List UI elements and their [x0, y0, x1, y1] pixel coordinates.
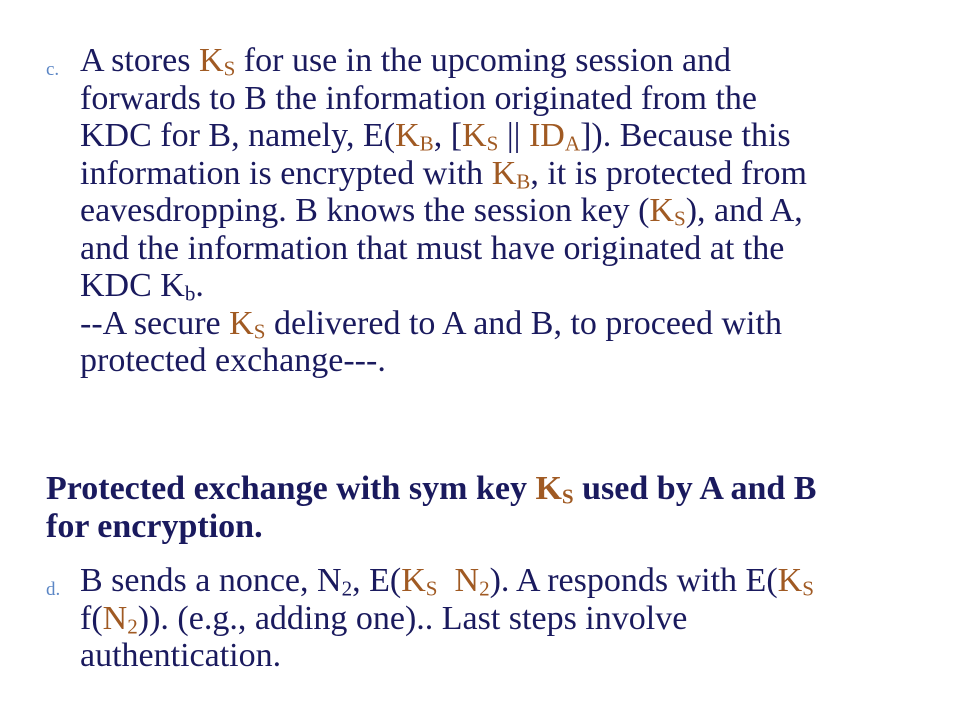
text-subscript: 2: [341, 576, 353, 601]
list-item-d: [46, 562, 900, 675]
key-ks: [649, 192, 685, 229]
key-subscript: B: [419, 131, 434, 156]
key-letter: K: [777, 562, 803, 599]
list-item-c: [46, 42, 900, 380]
heading-line: [46, 470, 906, 508]
text-line: forwards to B the information originated from the: [80, 79, 757, 117]
key-subscript: S: [802, 576, 814, 601]
text-run: --A secure: [80, 304, 230, 342]
key-ks: [462, 117, 498, 154]
text-run: B sends a nonce, N: [80, 562, 342, 599]
text-line: authentication.: [80, 637, 282, 674]
text-run: KDC K: [80, 267, 185, 304]
text-run: .: [195, 267, 204, 304]
key-letter: K: [199, 42, 224, 79]
key-subscript: S: [253, 319, 266, 344]
key-letter: K: [401, 562, 426, 599]
nonce-n2: [455, 562, 490, 599]
text-run: delivered to A and B, to proceed with: [265, 304, 782, 342]
text-run: [438, 562, 455, 599]
id-a: [529, 117, 580, 154]
key-letter: K: [491, 154, 517, 192]
id-letters: ID: [528, 117, 565, 154]
text-line: [80, 562, 900, 600]
text-line: [80, 192, 900, 230]
key-ks: [778, 562, 814, 599]
text-run: f(: [80, 599, 103, 637]
nonce-subscript: 2: [479, 576, 490, 601]
text-run: Protected exchange with sym key: [46, 470, 536, 507]
key-kb: [395, 117, 434, 154]
nonce-n2: [103, 600, 138, 637]
text-run: information is encrypted with: [80, 154, 492, 192]
list-marker-c: c.: [46, 59, 60, 80]
text-line: and the information that must have originated at the: [80, 229, 785, 267]
key-subscript: S: [673, 206, 686, 231]
key-subscript: S: [486, 131, 499, 156]
nonce-letter: N: [454, 562, 480, 599]
list-marker-d: d.: [46, 579, 61, 600]
text-line: [80, 267, 900, 305]
key-ks: [535, 470, 573, 507]
id-subscript: A: [564, 131, 581, 156]
key-subscript: S: [223, 56, 236, 81]
text-run: )). (e.g., adding one).. Last steps involve: [137, 599, 688, 637]
text-run: KDC for B, namely, E(: [80, 117, 396, 154]
text-run: eavesdropping. B knows the session key (: [80, 192, 650, 229]
key-ks: [401, 562, 437, 599]
text-line: [80, 600, 900, 638]
key-subscript: B: [516, 169, 531, 194]
text-line: [80, 117, 900, 155]
text-line: [80, 155, 900, 193]
text-subscript: b: [184, 281, 196, 306]
text-run: for use in the upcoming session and: [235, 42, 732, 79]
key-letter: K: [649, 192, 674, 229]
text-run: used by A and B: [573, 470, 817, 507]
key-letter: K: [395, 117, 420, 154]
text-run: A stores: [80, 42, 199, 79]
text-run: ]). Because this: [580, 117, 791, 154]
key-ks: [229, 305, 265, 342]
text-run: , it is protected from: [530, 154, 807, 192]
key-kb: [492, 155, 531, 192]
key-ks: [199, 42, 235, 79]
nonce-subscript: 2: [127, 614, 138, 639]
heading-line: for encryption.: [46, 507, 263, 545]
nonce-letter: N: [102, 599, 128, 637]
text-run: , [: [433, 117, 463, 154]
text-run: ). A responds with E(: [489, 562, 778, 599]
section-heading: [46, 470, 906, 545]
text-run: ), and A,: [685, 192, 803, 229]
text-line: [80, 42, 900, 80]
text-run: ||: [498, 117, 529, 154]
text-line: protected exchange---.: [80, 342, 386, 379]
key-letter: K: [462, 117, 487, 154]
key-subscript: S: [425, 576, 438, 601]
key-letter: K: [535, 470, 562, 507]
text-line: [80, 305, 900, 343]
text-run: , E(: [352, 562, 402, 599]
key-subscript: S: [561, 484, 574, 509]
key-letter: K: [229, 304, 254, 342]
